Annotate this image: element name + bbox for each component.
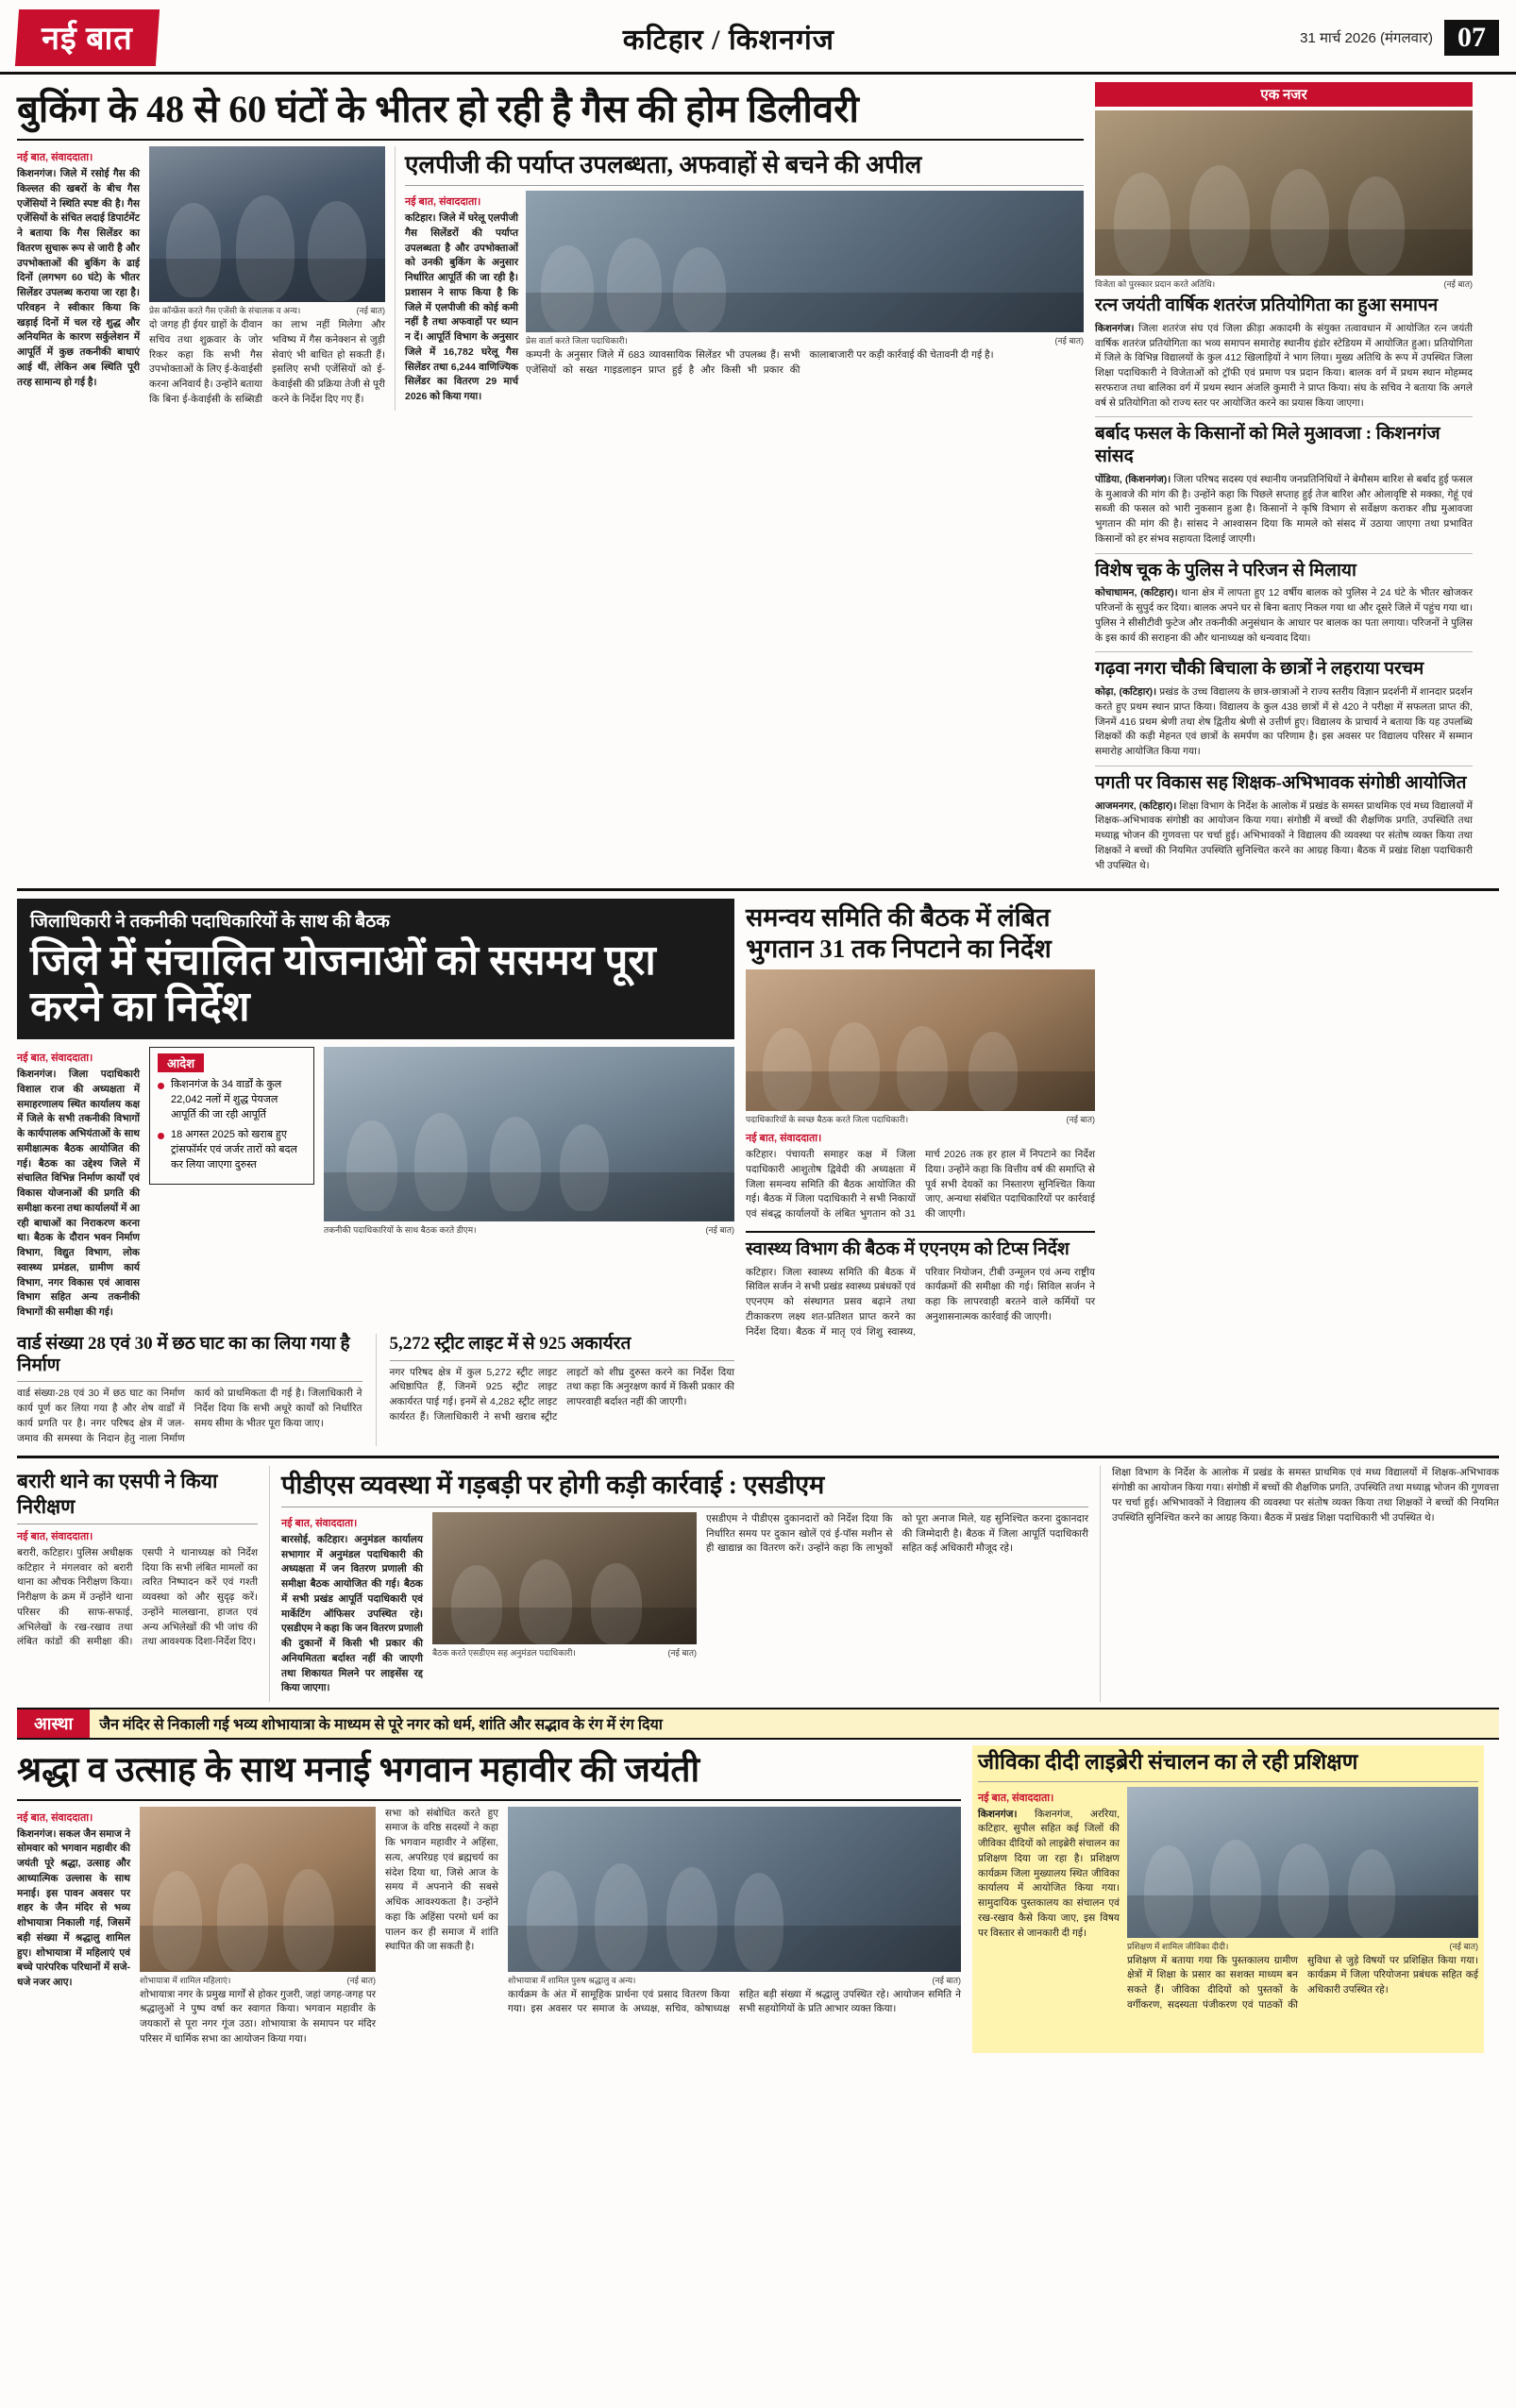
astha-text-2: शोभायात्रा नगर के प्रमुख मार्गों से होकर गुजरी, जहां जगह-जगह पर श्रद्धालुओं ने पुष्प वर्षा कर स्वागत किया। भगवान महावीर के जयकारों से पूरा नगर गूंज उठा। शोभायात्रा के समापन पर मंदिर परिसर में धार्मिक सभा का आयोजन किया गया। xyxy=(140,1988,376,2045)
second-sub1-title: वार्ड संख्या 28 एवं 30 में छठ घाट का का लिया गया है निर्माण xyxy=(17,1333,350,1375)
lead-sub-text-1: कटिहार। जिले में घरेलू एलपीजी गैस सिलेंडरों की पर्याप्त उपलब्धता है और उपभोक्ताओं को उनकी बुकिंग के अनुसार निर्धारित आपूर्ति की जा रही है। प्रशासन ने साफ किया है कि जिले में एलपीजी की कोई कमी नहीं है तथा अफवाहों पर ध्यान न दें। आपूर्ति विभाग के अनुसार जिले में 16,782 घरेलू गैस सिलेंडर तथा 6,244 वाणिज्यिक सिलेंडर का वितरण 29 मार्च 2026 को किया गया। xyxy=(405,212,518,403)
page-number: 07 xyxy=(1444,20,1499,56)
third-byline: नई बात, संवाददाता। xyxy=(746,1133,822,1145)
row3-filler-text: शिक्षा विभाग के निर्देश के आलोक में प्रखंड के समस्त प्राथमिक एवं मध्य विद्यालयों में शिक्षक-अभिभावक संगोष्ठी का आयोजन किया गया। संगोष्ठी में बच्चों की शैक्षणिक प्रगति, उपस्थिति तथा मध्याह्न भोजन की गुणवत्ता पर चर्चा हुई। अभिभावकों ने विद्यालय की व्यवस्था पर संतोष व्यक्त किया तथा शिक्षकों ने बच्चों की नियमित उपस्थिति सुनिश्चित करने का आग्रह किया। बैठक में प्रखंड शिक्षा पदाधिकारी भी उपस्थित थे। xyxy=(1112,1467,1499,1524)
astha-headline: श्रद्धा व उत्साह के साथ मनाई भगवान महावीर की जयंती xyxy=(17,1751,700,1791)
sidebar-item5-headline: पगती पर विकास सह शिक्षक-अभिभावक संगोष्ठी आयोजित xyxy=(1095,772,1467,793)
lead-text-2: दो जगह ही ईयर ग्राहों के दीवान सचिव तथा शुक्रवार के जोर रिकर कहा कि सभी गैस उपभोक्ताओं के लिए ई-केवाईसी करना अनिवार्य है। उन्होंने बताया कि बिना ई-केवाईसी के सब्सिडी का लाभ नहीं मिलेगा और भविष्य में गैस कनेक्शन से जुड़ी सेवाएं भी बाधित हो सकती हैं। इसलिए सभी एजेंसियों को ई-केवाईसी की प्रक्रिया तेजी से पूरी करने के निर्देश दिए गए हैं। xyxy=(149,319,385,405)
sidebar-item1-headline: रत्न जयंती वार्षिक शतरंज प्रतियोगिता का हुआ समापन xyxy=(1095,295,1439,315)
astha-photo-1-caption: शोभायात्रा में शामिल महिलाएं। (नई बात) xyxy=(140,1975,376,1985)
second-photo xyxy=(324,1047,734,1221)
astha-flag: आस्था xyxy=(17,1709,90,1738)
pds-photo xyxy=(432,1512,697,1644)
lead-photo-2 xyxy=(526,191,1084,332)
masthead-right xyxy=(1300,20,1499,56)
row-third xyxy=(0,1458,1516,1702)
astha-photo-2 xyxy=(508,1807,961,1972)
barari-headline: बरारी थाने का एसपी ने किया निरीक्षण xyxy=(17,1470,218,1518)
astha-text-4: कार्यक्रम के अंत में सामूहिक प्रार्थना एवं प्रसाद वितरण किया गया। इस अवसर पर समाज के अध्यक्ष, सचिव, कोषाध्यक्ष सहित बड़ी संख्या में श्रद्धालु उपस्थित रहे। आयोजन समिति ने सभी सहयोगियों के प्रति आभार व्यक्त किया। xyxy=(508,1988,961,2015)
second-text: किशनगंज। जिला पदाधिकारी विशाल राज की अध्यक्षता में समाहरणालय स्थित कार्यालय कक्ष में जिले के सभी तकनीकी विभागों के कार्यपालक अभियंताओं के साथ समीक्षात्मक बैठक आयोजित की गई। बैठक का उद्देश्य जिले में संचालित विभिन्न निर्माण कार्यों एवं विकास योजनाओं की प्रगति की समीक्षा करना तथा कार्यालयों में आ रही बाधाओं का निराकरण करना था। बैठक के दौरान भवन निर्माण विभाग, विद्युत विभाग, लोक स्वास्थ्य प्रमंडल, ग्रामीण कार्य विभाग, नगर विकास एवं आवास विभाग सहित अन्य तकनीकी विभागों की समीक्षा की गई। xyxy=(17,1069,140,1319)
row-lead xyxy=(0,75,1516,879)
astha-photo-1 xyxy=(140,1807,376,1972)
order-box xyxy=(149,1047,314,1185)
astha-text-3: सभा को संबोधित करते हुए समाज के वरिष्ठ सदस्यों ने कहा कि भगवान महावीर ने अहिंसा, सत्य, अपरिग्रह एवं ब्रह्मचर्य का संदेश दिया था, जिसे आज के समय में अपनाने की सबसे अधिक आवश्यकता है। उन्होंने कहा कि अहिंसा परमो धर्म का पालन कर ही समाज में शांति स्थापित की जा सकती है। xyxy=(385,1807,498,1953)
sidebar-item1-text: किशनगंज। जिला शतरंज संघ एवं जिला क्रीड़ा अकादमी के संयुक्त तत्वावधान में आयोजित रत्न जयंती वार्षिक शतरंज प्रतियोगिता का भव्य समापन समारोह स्थानीय इंडोर स्टेडियम में आयोजित हुआ। प्रतियोगिता में जिले के विभिन्न विद्यालयों के कुल 412 खिलाड़ियों ने भाग लिया। मुख्य अतिथि के रूप में उपस्थित जिला शिक्षा पदाधिकारी ने विजेताओं को ट्रॉफी एवं प्रमाण पत्र प्रदान किया। बालक वर्ग में प्रथम स्थान मोहम्मद सरफराज तथा बालिका वर्ग में प्रथम स्थान अंजलि कुमारी ने प्राप्त किया। संघ के सचिव ने बताया कि अगले वर्ष से प्रतियोगिता को राज्य स्तर पर आयोजित करने का प्रयास किया जाएगा। xyxy=(1095,322,1474,409)
astha-story xyxy=(17,1745,961,2053)
astha-byline: नई बात, संवाददाता। xyxy=(17,1811,93,1824)
third-photo-caption: पदाधिकारियों के स्वच्छ बैठक करते जिला पदाधिकारी। (नई बात) xyxy=(746,1115,1095,1125)
second-byline: नई बात, संवाददाता। xyxy=(17,1052,93,1065)
sidebar-item4-text: कोढ़ा, (कटिहार)। प्रखंड के उच्च विद्यालय के छात्र-छात्राओं ने राज्य स्तरीय विज्ञान प्रदर्शनी में शानदार प्रदर्शन करते हुए प्रथम स्थान प्राप्त किया। विद्यालय के कुल 438 छात्रों में से 420 ने परीक्षा में सफलता प्राप्त की, जिनमें 416 प्रथम श्रेणी तथा शेष द्वितीय श्रेणी से उत्तीर्ण हुए। विद्यालय के प्राचार्य ने बताया कि यह उपलब्धि शिक्षकों की कड़ी मेहनत एवं छात्रों के समर्पण का परिणाम है। इस अवसर पर विद्यालय परिसर में सम्मान समारोह आयोजित किया गया। xyxy=(1095,686,1473,757)
sidebar-flag: एक नजर xyxy=(1095,82,1473,107)
sidebar-photo-1 xyxy=(1095,110,1473,276)
second-story xyxy=(17,899,734,1446)
second-sub1-text: वार्ड संख्या-28 एवं 30 में छठ घाट का निर्माण कार्य पूर्ण कर लिया गया है और शेष वार्डों में कार्य प्रगति पर है। नगर परिषद क्षेत्र में जल-जमाव की समस्या के निदान हेतु नाला निर्माण कार्य को प्राथमिकता दी गई है। जिलाधिकारी ने निर्देश दिया कि सभी अधूरे कार्यों को निर्धारित समय सीमा के भीतर पूरा किया जाए। xyxy=(17,1388,362,1444)
astha-strip-text: जैन मंदिर से निकाली गई भव्य शोभायात्रा के माध्यम से पूरे नगर को धर्म, शांति और सद्भाव के रंग में रंग दिया xyxy=(99,1717,663,1734)
second-kicker: जिलाधिकारी ने तकनीकी पदाधिकारियों के साथ की बैठक xyxy=(30,912,390,933)
row-second xyxy=(0,891,1516,1446)
jeevika-photo xyxy=(1127,1787,1478,1938)
jeevika-text-1: किशनगंज। किशनगंज, अररिया, कटिहार, सुपौल सहित कई जिलों की जीविका दीदियों को लाइब्रेरी संचालन का प्रशिक्षण दिया जा रहा है। प्रशिक्षण कार्यक्रम जिला मुख्यालय स्थित जीविका कार्यालय में आयोजित किया गया। सामुदायिक पुस्तकालय का संचालन एवं रख-रखाव कैसे किया जाए, इस विषय पर विस्तार से जानकारी दी गई। xyxy=(978,1808,1120,1939)
barari-text: बरारी, कटिहार। पुलिस अधीक्षक कटिहार ने मंगलवार को बरारी थाना का औचक निरीक्षण किया। निरीक्षण के क्रम में उन्होंने थाना परिसर की साफ-सफाई, अभिलेखों के रख-रखाव तथा लंबित कांडों की समीक्षा की। एसपी ने थानाध्यक्ष को निर्देश दिया कि सभी लंबित मामलों का त्वरित निष्पादन करें एवं गश्ती व्यवस्था को और सुदृढ़ करें। उन्होंने मालखाना, हाजत एवं अन्य अभिलेखों की भी जांच की तथा आवश्यक दिशा-निर्देश दिए। xyxy=(17,1546,258,1648)
pds-headline: पीडीएस व्यवस्था में गड़बड़ी पर होगी कड़ी कार्रवाई : एसडीएम xyxy=(281,1471,825,1500)
sidebar-item2-text: पोंडिया, (किशनगंज)। जिला परिषद सदस्य एवं स्थानीय जनप्रतिनिधियों ने बेमौसम बारिश से बर्बाद हुई फसल के मुआवजे की मांग की है। उन्होंने कहा कि पिछले सप्ताह हुई तेज बारिश और ओलावृष्टि से मक्का, गेहूं एवं सब्जी की फसल को भारी नुकसान हुआ है। किसानों ने कृषि विभाग से सर्वेक्षण कराकर शीघ्र मुआवजा भुगतान की मांग की है। सांसद ने आश्वासन दिया कि मामले को संसद में उठाया जाएगा तथा प्रभावित किसानों को हर संभव सहायता दिलाई जाएगी। xyxy=(1095,473,1473,545)
sidebar xyxy=(1095,82,1473,879)
sidebar-photo-1-caption: विजेता को पुरस्कार प्रदान करते अतिथि। (नई बात) xyxy=(1095,279,1473,289)
third-headline: समन्वय समिति की बैठक में लंबित भुगतान 31 तक निपटाने का निर्देश xyxy=(746,903,1052,963)
astha-strip xyxy=(17,1708,1499,1740)
third-photo xyxy=(746,969,1095,1111)
pds-text-2: एसडीएम ने पीडीएस दुकानदारों को निर्देश दिया कि निर्धारित समय पर दुकान खोलें एवं ई-पॉस मशीन से ही खाद्यान्न का वितरण करें। उन्होंने कहा कि लाभुकों को पूरा अनाज मिले, यह सुनिश्चित करना दुकानदार की जिम्मेदारी है। बैठक में जिला आपूर्ति पदाधिकारी सहित कई अधिकारी मौजूद रहे। xyxy=(706,1512,1088,1555)
third-text: कटिहार। पंचायती समाहर कक्ष में जिला पदाधिकारी आशुतोष द्विवेदी की अध्यक्षता में जिला समन्वय समिति की बैठक आयोजित की गई। बैठक में जिला पदाधिकारी ने सभी निकायों एवं संबद्ध कार्यालयों के लंबित भुगतान को 31 मार्च 2026 तक हर हाल में निपटाने का निर्देश दिया। उन्होंने कहा कि वित्तीय वर्ष की समाप्ति से पूर्व सभी देयकों का निस्तारण सुनिश्चित किया जाए, अन्यथा संबंधित पदाधिकारियों पर कार्रवाई की जाएगी। xyxy=(746,1149,1095,1221)
jeevika-story xyxy=(972,1745,1484,2053)
second-photo-caption: तकनीकी पदाधिकारियों के साथ बैठक करते डीएम। (नई बात) xyxy=(324,1225,734,1236)
lead-sub-byline: नई बात, संवाददाता। xyxy=(405,196,481,209)
pds-text-1: बारसोई, कटिहार। अनुमंडल कार्यालय सभागार में अनुमंडल पदाधिकारी की अध्यक्षता में जन वितरण प्रणाली की समीक्षा बैठक आयोजित की गई। बैठक में सभी प्रखंड आपूर्ति पदाधिकारी एवं मार्केटिंग ऑफिसर उपस्थित रहे। एसडीएम ने कहा कि जन वितरण प्रणाली की दुकानों में किसी भी प्रकार की अनियमितता बर्दाश्त नहीं की जाएगी तथा शिकायत मिलने पर लाइसेंस रद्द किया जाएगा। xyxy=(281,1533,423,1694)
section-title: कटिहार / किशनगंज xyxy=(622,24,835,56)
astha-photo-2-caption: शोभायात्रा में शामिल पुरुष श्रद्धालु व अन्य। (नई बात) xyxy=(508,1975,961,1985)
astha-text-1: किशनगंज। सकल जैन समाज ने सोमवार को भगवान महावीर की जयंती पूरे श्रद्धा, उत्साह और आध्यात्मिक उल्लास के साथ मनाई। इस पावन अवसर पर शहर के जैन मंदिर से भव्य शोभायात्रा निकाली गई, जिसमें बड़ी संख्या में श्रद्धालु शामिल हुए। शोभायात्रा में महिलाएं एवं बच्चे पारंपरिक परिधानों में सजे-धजे नजर आए। xyxy=(17,1827,130,1989)
third-story xyxy=(746,899,1095,1446)
second-sub2-text: नगर परिषद क्षेत्र में कुल 5,272 स्ट्रीट लाइट अधिष्ठापित हैं, जिनमें 925 स्ट्रीट लाइट अकार्यरत पाई गई। इनमें से 4,282 स्ट्रीट लाइट कार्यरत हैं। जिलाधिकारी ने सभी खराब स्ट्रीट लाइटों को शीघ्र दुरुस्त करने का निर्देश दिया तथा कहा कि अनुरक्षण कार्य में किसी प्रकार की लापरवाही बर्दाश्त नहीं की जाएगी। xyxy=(389,1366,734,1423)
lead-text-1: किशनगंज। जिले में रसोई गैस की किल्लत की खबरों के बीच गैस एजेंसियों ने स्थिति स्पष्ट की है। गैस एजेंसियों के संचित लदाई डिपार्टमेंट ने बताया कि गैस सिलेंडर का वितरण सुचारू रूप से जारी है और उपभोक्ताओं की बुकिंग के ढाई दिनों (लगभग 60 घंटे) के भीतर सिलेंडर उपलब्ध कराया जा रहा है। परिवहन ने स्वीकार किया कि खड़ाई दिनों में चल रहे शुद्ध और अनियमित के कारण सर्कुलेशन में आपूर्ति में कुछ तकनीकी बाधाएं आई थीं, लेकिन अब स्थिति पूरी तरह सामान्य हो गई है। xyxy=(17,168,140,388)
pds-byline: नई बात, संवाददाता। xyxy=(281,1517,358,1529)
barari-story xyxy=(17,1466,258,1702)
lead-sub-text-2: कम्पनी के अनुसार जिले में 683 व्यावसायिक सिलेंडर भी उपलब्ध हैं। सभी एजेंसियों को सख्त गाइडलाइन प्राप्त हुई है और किसी भी प्रकार की कालाबाजारी पर कड़ी कार्रवाई की चेतावनी दी गई है। xyxy=(526,349,994,376)
sidebar-item2-headline: बर्बाद फसल के किसानों को मिले मुआवजा : किशनगंज सांसद xyxy=(1095,424,1440,466)
barari-byline: नई बात, संवाददाता। xyxy=(17,1530,93,1542)
pds-story xyxy=(281,1466,1088,1702)
newspaper-logo: नई बात xyxy=(15,9,160,66)
lead-photo-1 xyxy=(149,146,385,302)
second-sub2-title: 5,272 स्ट्रीट लाइट में से 925 अकार्यरत xyxy=(389,1333,632,1354)
second-headline: जिले में संचालित योजनाओं को ससमय पूरा करने का निर्देश xyxy=(30,937,656,1030)
second-headline-block xyxy=(17,899,734,1039)
jeevika-headline: जीविका दीदी लाइब्रेरी संचालन का ले रही प्रशिक्षण xyxy=(978,1750,1358,1775)
jeevika-photo-caption: प्रशिक्षण में शामिल जीविका दीदी। (नई बात) xyxy=(1127,1941,1478,1951)
order-point: 18 अगस्त 2025 को खराब हुए ट्रांसफॉर्मर एवं जर्जर तारों को बदल कर लिया जाएगा दुरुस्त xyxy=(158,1128,306,1173)
pds-photo-caption: बैठक करते एसडीएम सह अनुमंडल पदाधिकारी। (नई बात) xyxy=(432,1647,697,1658)
lead-photo-1-caption: प्रेस कॉन्फ्रेंस करते गैस एजेंसी के संचालक व अन्य। (नई बात) xyxy=(149,306,385,315)
sidebar-item3-text: कोचाधामन, (कटिहार)। थाना क्षेत्र में लापता हुए 12 वर्षीय बालक को पुलिस ने 24 घंटे के भीतर खोजकर परिजनों के सुपुर्द कर दिया। बालक अपने घर से बिना बताए निकल गया था और दूसरे जिले में पहुंच गया था। पुलिस ने सीसीटीवी फुटेज और तकनीकी अनुसंधान के आधार पर बालक का पता लगाया। परिजनों ने पुलिस के इस कार्य की सराहना की और थानाध्यक्ष को धन्यवाद दिया। xyxy=(1095,587,1473,644)
health-text: कटिहार। जिला स्वास्थ्य समिति की बैठक में सिविल सर्जन ने सभी प्रखंड स्वास्थ्य प्रबंधकों एवं एएनएम को संस्थागत प्रसव बढ़ाने तथा टीकाकरण लक्ष्य शत-प्रतिशत प्राप्त करने का निर्देश दिया। बैठक में मातृ एवं शिशु स्वास्थ्य, परिवार नियोजन, टीबी उन्मूलन एवं अन्य राष्ट्रीय कार्यक्रमों की समीक्षा की गई। सिविल सर्जन ने कहा कि लापरवाही बरतने वाले कर्मियों पर अनुशासनात्मक कार्रवाई की जाएगी। xyxy=(746,1266,1095,1338)
lead-photo-2-caption: प्रेस वार्ता करते जिला पदाधिकारी। (नई बात) xyxy=(526,336,1084,346)
row3-filler xyxy=(1112,1466,1499,1702)
jeevika-byline: नई बात, संवाददाता। xyxy=(978,1792,1054,1804)
order-points xyxy=(158,1078,306,1173)
health-headline: स्वास्थ्य विभाग की बैठक में एएनएम को टिप्स निर्देश xyxy=(746,1238,1070,1259)
sidebar-item3-headline: विशेष चूक के पुलिस ने परिजन से मिलाया xyxy=(1095,560,1356,581)
jeevika-text-2: प्रशिक्षण में बताया गया कि पुस्तकालय ग्रामीण क्षेत्रों में शिक्षा के प्रसार का सशक्त माध्यम बन सकते हैं। जीविका दीदियों को पुस्तकों के वर्गीकरण, सदस्यता पंजीकरण एवं पाठकों की सुविधा से जुड़े विषयों पर प्रशिक्षित किया गया। कार्यक्रम में जिला परियोजना प्रबंधक सहित कई अधिकारी उपस्थित रहे। xyxy=(1127,1954,1478,2011)
lead-story xyxy=(17,82,1084,879)
sidebar-item4-headline: गढ़वा नगरा चौकी बिचाला के छात्रों ने लहराया परचम xyxy=(1095,659,1424,680)
lead-sub-headline: एलपीजी की पर्याप्त उपलब्धता, अफवाहों से बचने की अपील xyxy=(405,151,922,178)
order-box-title: आदेश xyxy=(158,1053,204,1072)
order-point: किशनगंज के 34 वार्डों के कुल 22,042 नलों में शुद्ध पेयजल आपूर्ति की जा रही आपूर्ति xyxy=(158,1078,306,1123)
lead-byline: नई बात, संवाददाता। xyxy=(17,152,93,163)
masthead xyxy=(0,0,1516,75)
sidebar-item5-text: आजमनगर, (कटिहार)। शिक्षा विभाग के निर्देश के आलोक में प्रखंड के समस्त प्राथमिक एवं मध्य विद्यालयों में शिक्षक-अभिभावक संगोष्ठी का आयोजन किया गया। संगोष्ठी में बच्चों की शैक्षणिक प्रगति, उपस्थिति तथा मध्याह्न भोजन की गुणवत्ता पर चर्चा हुई। अभिभावकों ने विद्यालय की व्यवस्था पर संतोष व्यक्त किया तथा शिक्षकों ने बच्चों की नियमित उपस्थिति सुनिश्चित करने का आग्रह किया। बैठक में प्रखंड शिक्षा पदाधिकारी भी उपस्थित थे। xyxy=(1095,800,1473,871)
publication-date: 31 मार्च 2026 (मंगलवार) xyxy=(1300,30,1433,46)
astha-section xyxy=(0,1702,1516,2053)
lead-headline: बुकिंग के 48 से 60 घंटों के भीतर हो रही है गैस की होम डिलीवरी xyxy=(17,88,859,130)
